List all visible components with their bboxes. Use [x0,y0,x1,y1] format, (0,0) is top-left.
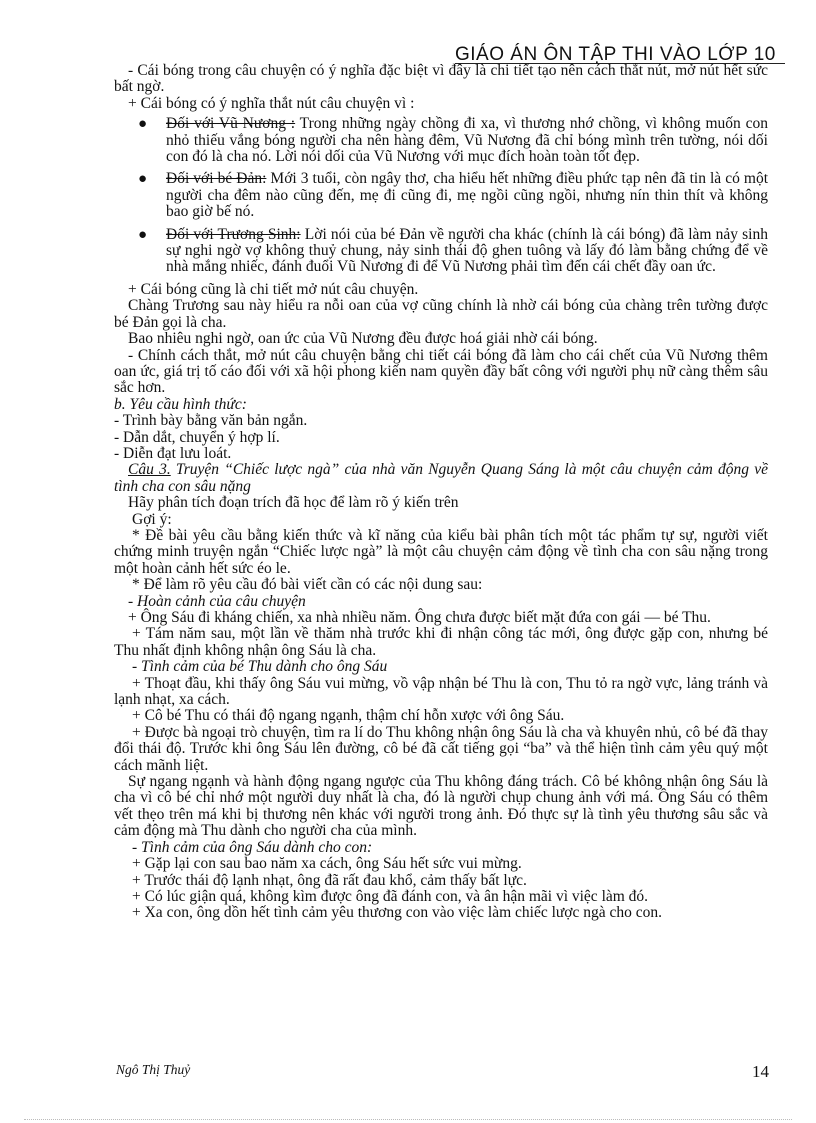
paragraph: Bao nhiêu nghi ngờ, oan ức của Vũ Nương đều được hoá giải nhờ cái bóng. [128,330,598,348]
bullet-label: Đối với Vũ Nương : [166,115,296,133]
bullet-dot-icon: ● [138,116,148,133]
bullet-item-vu-nuong [114,116,768,165]
question-label: Câu 3. [128,461,171,479]
paragraph: + Cái bóng cũng là chi tiết mở nút câu chuyện. [128,280,419,298]
bullet-item-be-dan [114,171,768,220]
bullet-text: Trong những ngày chồng đi xa, vì thương nhớ chồng, vì không muốn con nhỏ thiếu vắng bóng người cha nên hàng đêm, Vũ Nương đã chỉ bóng mình trên tường, nói dối con đó là cha nó. Lời nói dối của Vũ Nương với mục đích hoàn toàn tốt đẹp. [166,115,768,166]
question-3 [114,462,768,495]
paragraph: Hãy phân tích đoạn trích đã học để làm rõ ý kiến trên [128,494,459,512]
bullet-dot-icon: ● [138,171,148,188]
paragraph: - Cái bóng trong câu chuyện có ý nghĩa đặc biệt vì đây là chi tiết tạo nên cách thắt nút, mở nút hết sức bất ngờ. [114,62,768,96]
paragraph: + Gặp lại con sau bao năm xa cách, ông Sáu hết sức vui mừng. [132,855,522,873]
paragraph: Sự ngang ngạnh và hành động ngang ngược của Thu không đáng trách. Cô bé không nhận ông Sáu là cha vì cô bé chỉ nhớ một người duy nhất là cha, đó là người chụp chung ảnh với má. Ông Sáu có thêm vết thẹo trên má khi bị thương nên khác với người trong ảnh. Đó thực sự là tình yêu thương sâu sắc và cảm động mà Thu dành cho người cha của mình. [114,773,768,840]
bullet-item-truong-sinh [114,227,768,276]
bullet-label: Đối với Trương Sinh: [166,225,301,243]
footer-rule [24,1119,792,1120]
paragraph: + Ông Sáu đi kháng chiến, xa nhà nhiều năm. Ông chưa được biết mặt đứa con gái — bé Thu. [128,609,711,626]
paragraph: - Diễn đạt lưu loát. [114,444,232,462]
paragraph: Gợi ý: [132,510,172,528]
paragraph: * Đề bài yêu cầu bằng kiến thức và kĩ năng của kiểu bài phân tích một tác phẩm tự sự, người viết chứng minh truyện ngắn “Chiếc lược ngà” là một câu chuyện cảm động về tình cha con sâu nặng trong một hoàn cảnh hết sức éo le. [114,526,768,577]
paragraph: - Chính cách thắt, mở nút câu chuyện bằng chi tiết cái bóng đã làm cho cái chết của Vũ Nương thêm oan ức, giá trị tố cáo đối với xã hội phong kiến nam quyền đầy bất công với người phụ nữ càng thêm sâu sắc hơn. [114,346,768,397]
paragraph: + Thoạt đầu, khi thấy ông Sáu vui mừng, vồ vập nhận bé Thu là con, Thu tỏ ra ngờ vực, lảng tránh và lạnh nhạt, xa cách. [114,674,768,709]
bullet-text: Lời nói của bé Đản về người cha khác (chính là cái bóng) đã làm nảy sinh sự nghi ngờ vợ không thuỷ chung, nảy sinh thái độ ghen tuông và lấy đó làm bằng chứng để về nhà mắng nhiếc, đánh đuổi Vũ Nương đi để Vũ Nương phải tìm đến cái chết đầy oan ức. [166,225,768,276]
paragraph: + Cô bé Thu có thái độ ngang ngạnh, thậm chí hỗn xược với ông Sáu. [132,707,565,725]
paragraph: Chàng Trương sau này hiểu ra nỗi oan của vợ cũng chính là nhờ cái bóng của chàng trên tường được bé Đản gọi là cha. [114,297,768,331]
paragraph: + Có lúc giận quá, không kìm được ông đã đánh con, và ân hận mãi vì việc làm đó. [132,887,649,905]
paragraph: - Dẫn dắt, chuyển ý hợp lí. [114,428,280,446]
paragraph: + Tám năm sau, một lần về thăm nhà trước khi đi nhận công tác mới, ông được gặp con, nhưng bé Thu nhất định không nhận ông Sáu là cha. [114,625,768,659]
paragraph: + Trước thái độ lạnh nhạt, ông đã rất đau khổ, cảm thấy bất lực. [132,871,527,889]
section-heading: - Tình cảm của bé Thu dành cho ông Sáu [132,658,388,676]
bullet-dot-icon: ● [138,226,148,243]
document-body [114,63,768,922]
footer-author: Ngô Thị Thuỷ [116,1062,191,1077]
paragraph: + Được bà ngoại trò chuyện, tìm ra lí do Thu không nhận ông Sáu là cha và khuyên nhủ, cô bé đã thay đổi thái độ. Trước khi ông Sáu lên đường, cô bé đã cất tiếng gọi “ba” và thể hiện tình cảm yêu quý một cách mãnh liệt. [114,723,768,774]
paragraph: + Xa con, ông dồn hết tình cảm yêu thương con vào việc làm chiếc lược ngà cho con. [132,904,663,922]
page-header-title: GIÁO ÁN ÔN TẬP THI VÀO LỚP 10 [455,44,776,63]
bullet-text: Mới 3 tuổi, còn ngây thơ, cha hiểu hết những điều phức tạp nên đã tin là có một người cha đêm nào cũng đến, mẹ đi cũng đi, mẹ ngồi cũng ngồi, nhưng nín thin thít và không bao giờ bế nó. [166,170,769,221]
paragraph: - Trình bày bằng văn bản ngắn. [114,412,308,430]
bullet-label: Đối với bé Đản: [166,170,267,188]
section-heading: b. Yêu cầu hình thức: [114,395,247,413]
question-text: Truyện “Chiếc lược ngà” của nhà văn Nguyễn Quang Sáng là một câu chuyện cảm động về tình cha con sâu nặng [114,461,768,495]
section-heading: - Hoàn cảnh của câu chuyện [128,592,306,610]
paragraph: + Cái bóng có ý nghĩa thắt nút câu chuyện vì : [128,94,415,112]
paragraph: * Để làm rõ yêu cầu đó bài viết cần có các nội dung sau: [132,576,483,594]
section-heading: - Tình cảm của ông Sáu dành cho con: [132,838,373,856]
page-number: 14 [752,1062,769,1081]
